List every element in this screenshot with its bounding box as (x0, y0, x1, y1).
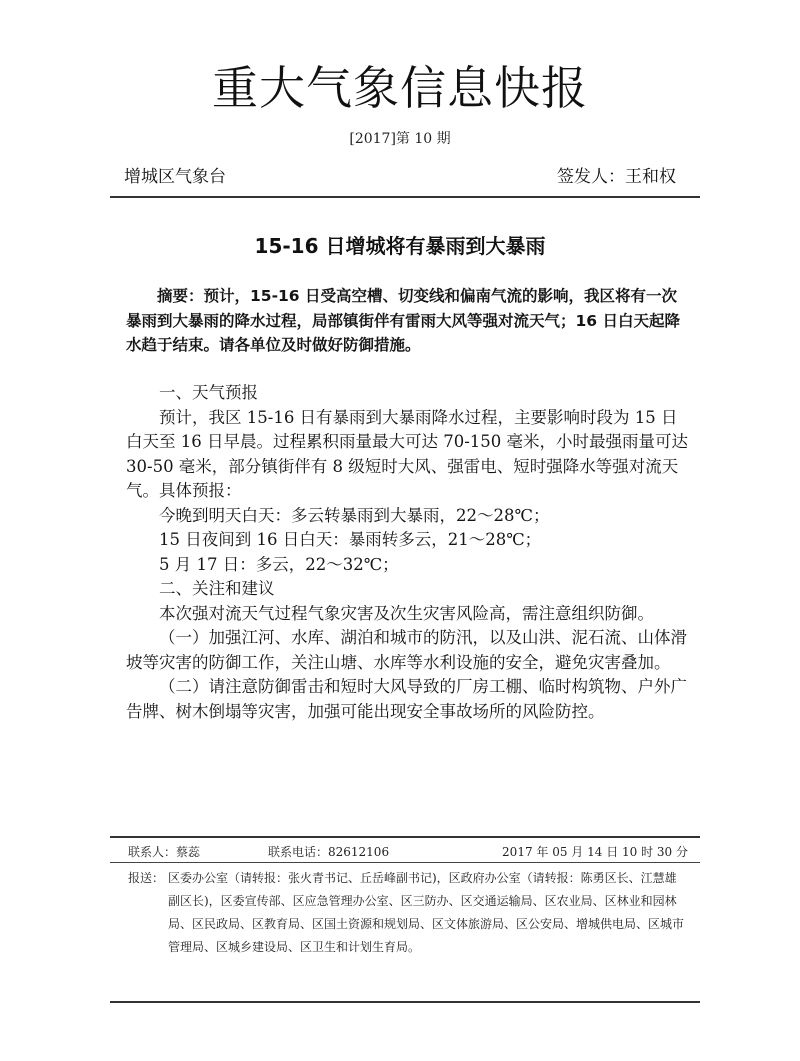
header-row (124, 162, 676, 190)
issuing-organization: 增城区气象台 (124, 167, 226, 187)
forecast-line: 今晚到明天白天：多云转暴雨到大暴雨，22～28℃； (159, 505, 550, 525)
footer-bottom-divider (110, 1001, 700, 1003)
contact-phone: 联系电话：82612106 (268, 845, 390, 859)
distribution-recipients: 区委办公室（请转报：张火青书记、丘岳峰副书记)，区政府办公室（请转报：陈勇区长、江慧雄副区长)，区委宣传部、区应急管理办公室、区三防办、区交通运输局、区农业局、区林业和园林局、区民政局、区教育局、区国土资源和规划局、区文体旅游局、区公安局、增城供电局、区城市管理局、区城乡建设局、区卫生和计划生育局。 (168, 871, 685, 954)
issue-number: [2017]第 10 期 (349, 131, 451, 147)
footer-mid-divider (110, 862, 700, 863)
forecast-line: 15 日夜间到 16 日白天：暴雨转多云，21～28℃； (159, 530, 542, 549)
advice-item: （二）请注意防御雷击和短时大风导致的厂房工棚、临时构筑物、户外广告牌、树木倒塌等灾害，加强可能出现安全事故场所的风险防控。 (126, 677, 687, 721)
summary-text: 摘要：预计，15-16 日受高空槽、切变线和偏南气流的影响，我区将有一次暴雨到大暴雨的降水过程，局部镇街伴有雷雨大风等强对流天气；16 日白天起降水趋于结束。请各单位及时做好防御措施。 (126, 287, 680, 354)
header-divider (110, 196, 700, 198)
footer-top-divider (110, 836, 700, 838)
summary-paragraph (126, 284, 692, 358)
section-advice-title: 二、关注和建议 (159, 579, 275, 598)
issue-datetime: 2017 年 05 月 14 日 10 时 30 分 (502, 845, 688, 859)
main-body (126, 381, 692, 724)
bulletin-headline: 15-16 日增城将有暴雨到大暴雨 (254, 234, 546, 258)
section-advice-body: 本次强对流天气过程气象灾害及次生灾害风险高，需注意组织防御。 (159, 603, 654, 623)
contact-person: 联系人：蔡蕊 (128, 845, 201, 859)
section-weather-forecast-title: 一、天气预报 (159, 383, 258, 402)
forecast-line: 5 月 17 日：多云，22～32℃； (159, 554, 399, 574)
distribution-label: 报送： (128, 871, 165, 885)
masthead-title: 重大气象信息快报 (212, 61, 588, 115)
advice-item: （一）加强江河、水库、湖泊和城市的防汛，以及山洪、泥石流、山体滑坡等灾害的防御工作，关注山塘、水库等水利设施的安全，避免灾害叠加。 (126, 628, 687, 672)
section-weather-forecast-body: 预计，我区 15-16 日有暴雨到大暴雨降水过程，主要影响时段为 15 日白天至 16 日早晨。过程累积雨量最大可达 70-150 毫米，小时最强雨量可达 30-50 毫米，部分镇街伴有 8 级短时大风、强雷电、短时强降水等强对流天气。具体预报： (126, 407, 689, 500)
issuer-name: 签发人：王和权 (557, 167, 676, 187)
